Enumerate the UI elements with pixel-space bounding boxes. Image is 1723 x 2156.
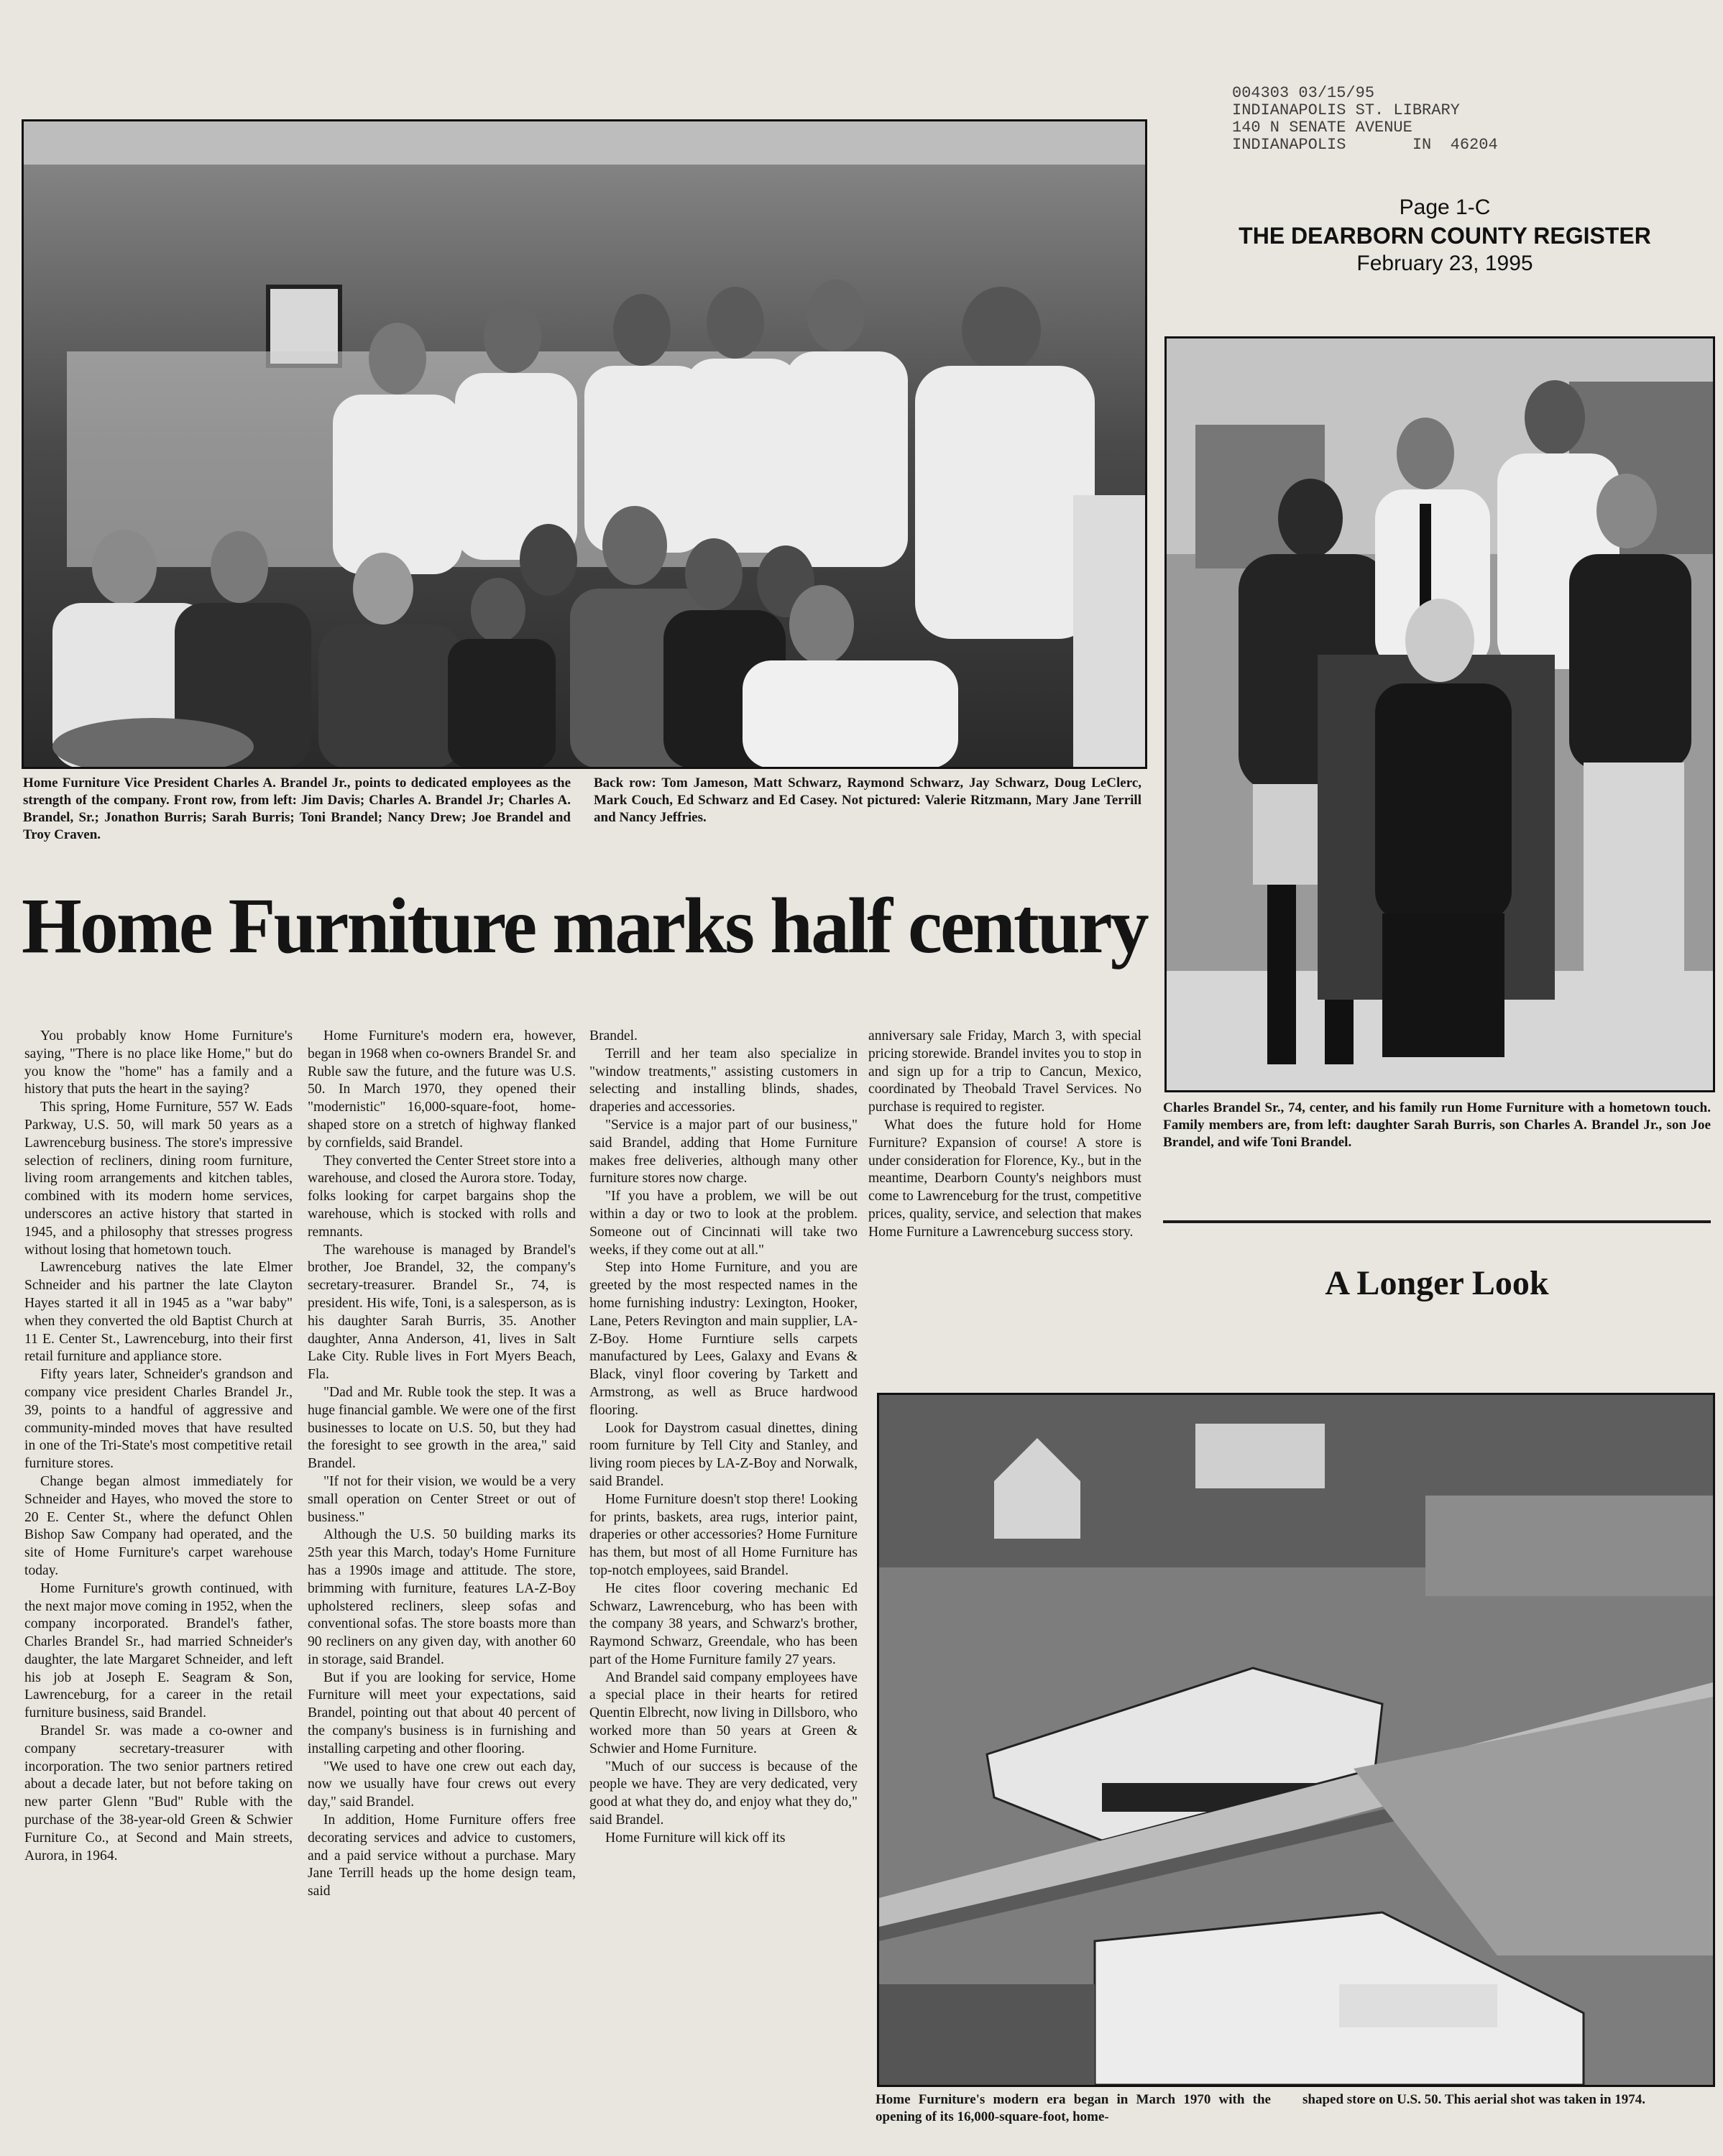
col2-para: They converted the Center Street store into a warehouse, and closed the Aurora store. Today, folks looking for carpet bargains shop the warehouse, which is stocked with rolls and remnants. bbox=[308, 1153, 576, 1240]
col3-para: "Service is a major part of our business," said Brandel, adding that Home Furniture makes free deliveries, although many other furniture stores now charge. bbox=[589, 1117, 858, 1187]
col4-para: What does the future hold for Home Furniture? Expansion of course! A store is under consideration for Florence, Ky., but in the meantime, Dearborn County's neighbors must come to Lawrenceburg for the trust, competitive prices, quality, service, and selection that makes Home Furniture a Lawrenceburg success story. bbox=[868, 1117, 1141, 1240]
section-divider bbox=[1163, 1220, 1711, 1223]
family-photo bbox=[1164, 336, 1715, 1092]
group-photo-caption-right: Back row: Tom Jameson, Matt Schwarz, Raymond Schwarz, Jay Schwarz, Doug LeClerc, Mark Couch, Ed Schwarz and Ed Casey. Not pictured: Valerie Ritzmann, Mary Jane Terrill and Nancy Jeffries. bbox=[594, 775, 1141, 825]
col2-para: "If not for their vision, we would be a very small operation on Center Street or out of business." bbox=[308, 1473, 576, 1525]
col2-para: Although the U.S. 50 building marks its 25th year this March, today's Home Furniture has a 1990s image and attitude. The store, brimming with furniture, features LA-Z-Boy upholstered recliners, sleep sofas and conventional sofas. The store boasts more than 90 recliners on any given day, with another 60 in storage, said Brandel. bbox=[308, 1527, 576, 1667]
aerial-photo bbox=[877, 1393, 1715, 2087]
stamp-line-3: 140 N SENATE AVENUE bbox=[1232, 119, 1412, 137]
article-column-2 bbox=[308, 1028, 576, 2134]
page-number: Page 1-C bbox=[1399, 195, 1491, 219]
col3-para: Home Furniture will kick off its bbox=[605, 1830, 786, 1846]
col2-para: Home Furniture's modern era, however, began in 1968 when co-owners Brandel Sr. and Ruble saw the future, and the future was U.S. 50. In March 1970, they opened their "modernistic" 16,000-square-foot, home-shaped store on a stretch of highway flanked by cornfields, said Brandel. bbox=[308, 1028, 576, 1151]
col1-para: You probably know Home Furniture's saying, "There is no place like Home," but do you know the "home" has a family and a history that puts the heart in the saying? bbox=[24, 1028, 293, 1097]
issue-date: February 23, 1995 bbox=[1356, 252, 1533, 275]
family-photo-caption: Charles Brandel Sr., 74, center, and his family run Home Furniture with a hometown touch. Family members are, from left: daughter Sarah Burris, son Charles A. Brandel Jr., son Joe Brandel, and wife Toni Brandel. bbox=[1163, 1100, 1711, 1150]
employee-group-photo bbox=[22, 119, 1147, 769]
stamp-line-1: 004303 03/15/95 bbox=[1232, 84, 1375, 102]
col3-para: Step into Home Furniture, and you are greeted by the most respected names in the home furnishing industry: Lexington, Hooker, Lane, Peters Revington and main supplier, LA-Z-Boy. Home Furntiure sells carpets manufactured by Lees, Galaxy and Evans & Black, vinyl floor covering by Tarkett and Armstrong, as well as Bruce hardwood flooring. bbox=[589, 1260, 858, 1418]
col1-para: Change began almost immediately for Schneider and Hayes, who moved the store to 20 E. Center St., where the defunct Ohlen Bishop Saw Company had operated, and the site of Home Furniture's carpet warehouse today. bbox=[24, 1473, 293, 1578]
col2-para: But if you are looking for service, Home Furniture will meet your expectations, said Brandel, pointing out that about 40 percent of the company's business is in furnishing and installing carpeting and other flooring. bbox=[308, 1669, 576, 1756]
col2-para: The warehouse is managed by Brandel's brother, Joe Brandel, 32, the company's secretary-treasurer. Brandel Sr., 74, is president. His wife, Toni, is a salesperson, as is his daughter Sarah Burris, 35. Another daughter, Anna Anderson, 41, lives in Salt Lake City. Ruble lives in Fort Myers Beach, Fla. bbox=[308, 1242, 576, 1383]
headline: Home Furniture marks half century bbox=[22, 882, 1147, 969]
group-photo-caption-left: Home Furniture Vice President Charles A. Brandel Jr., points to dedicated employees as the strength of the company. Front row, from left: Jim Davis; Charles A. Brandel Jr; Charles A. Brandel, Sr.; Jonathon Burris; Sarah Burris; Toni Brandel; Nancy Drew; Joe Brandel and Troy Craven. bbox=[23, 775, 571, 842]
section-label: A Longer Look bbox=[1325, 1264, 1549, 1302]
aerial-caption-left: Home Furniture's modern era began in March 1970 with the opening of its 16,000-square-foot, home- bbox=[876, 2092, 1271, 2124]
article-column-1 bbox=[24, 1028, 293, 2134]
stamp-line-4: INDIANAPOLIS IN 46204 bbox=[1232, 136, 1498, 154]
col4-para: anniversary sale Friday, March 3, with special pricing storewide. Brandel invites you to stop in and sign up for a trip to Cancun, Mexico, coordinated by Theobald Travel Services. No purchase is required to register. bbox=[868, 1028, 1141, 1115]
col3-para: Look for Daystrom casual dinettes, dining room furniture by Tell City and Stanley, and living room pieces by LA-Z-Boy and Norwalk, said Brandel. bbox=[589, 1420, 858, 1489]
aerial-caption-right: shaped store on U.S. 50. This aerial shot was taken in 1974. bbox=[1302, 2092, 1646, 2107]
col1-para: This spring, Home Furniture, 557 W. Eads Parkway, U.S. 50, will mark 50 years as a Lawrenceburg business. The store's impressive selection of recliners, dining room furniture, living room arrangements and kitchen tables, combined with its modern home services, underscores an active history that started in 1945, and a philosophy that stresses progress without losing that hometown touch. bbox=[24, 1100, 293, 1258]
col1-para: Lawrenceburg natives the late Elmer Schneider and his partner the late Clayton Hayes started it all in 1945 as a "war baby" when they converted the old Baptist Church at 11 E. Center St., Lawrenceburg, into their first retail furniture and appliance store. bbox=[24, 1260, 293, 1365]
library-stamp bbox=[1232, 85, 1498, 154]
stamp-line-2: INDIANAPOLIS ST. LIBRARY bbox=[1232, 101, 1460, 119]
col1-para: Home Furniture's growth continued, with the next major move coming in 1952, when the company incorporated. Brandel's father, Charles Brandel Sr., had married Schneider's daughter, the late Margaret Schneider, and left his job at Joseph E. Seagram & Son, Lawrenceburg, for a career in the retail furniture business, said Brandel. bbox=[24, 1580, 293, 1721]
col2-para: In addition, Home Furniture offers free decorating services and advice to customers, and a paid service without a purchase. Mary Jane Terrill heads up the home design team, said bbox=[308, 1812, 576, 1899]
col3-para: "Much of our success is because of the people we have. They are very dedicated, very good at what they do, and enjoy what they do," said Brandel. bbox=[589, 1759, 858, 1828]
col2-para: "Dad and Mr. Ruble took the step. It was a huge financial gamble. We were one of the first businesses to locate on U.S. 50, but they had the foresight to see growth in the area," said Brandel. bbox=[308, 1384, 576, 1472]
col2-para: "We used to have one crew out each day, now we usually have four crews out every day," said Brandel. bbox=[308, 1759, 576, 1810]
col3-para: "If you have a problem, we will be out within a day or two to look at the problem. Someone out of Cincinnati will take two weeks, if they come out at all." bbox=[589, 1189, 858, 1258]
col1-para: Fifty years later, Schneider's grandson and company vice president Charles Brandel Jr., 39, points to a handful of aggressive and community-minded moves that have resulted in one of the Tri-State's most competitive retail furniture stores. bbox=[24, 1367, 293, 1472]
col3-para: Brandel. bbox=[589, 1028, 638, 1044]
col3-para: Terrill and her team also specialize in "window treatments," assisting customers in selecting and installing blinds, shades, draperies and accessories. bbox=[589, 1046, 858, 1115]
article-column-4 bbox=[868, 1028, 1141, 1344]
article-column-3 bbox=[589, 1028, 858, 2134]
col1-para: Brandel Sr. was made a co-owner and company secretary-treasurer with incorporation. The two senior partners retired about a decade later, but not before taking on new parter Glenn "Bud" Ruble with the purchase of the 38-year-old Green & Schwier Furniture Co., at Second and Main streets, Aurora, in 1964. bbox=[24, 1723, 293, 1864]
col3-para: Home Furniture doesn't stop there! Looking for prints, baskets, area rugs, interior paint, draperies or other accessories? Home Furniture has them, but most of all Home Furniture has top-notch employees, said Brandel. bbox=[589, 1491, 858, 1578]
col3-para: And Brandel said company employees have a special place in their hearts for retired Quentin Elbrecht, now living in Dillsboro, who worked more than 50 years at Green & Schwier and Home Furniture. bbox=[589, 1669, 858, 1756]
newspaper-name: THE DEARBORN COUNTY REGISTER bbox=[1239, 223, 1651, 249]
col3-para: He cites floor covering mechanic Ed Schwarz, Lawrenceburg, who has been with the company 38 years, and Schwarz's brother, Raymond Schwarz, Greendale, who has been part of the Home Furniture family 27 years. bbox=[589, 1580, 858, 1667]
